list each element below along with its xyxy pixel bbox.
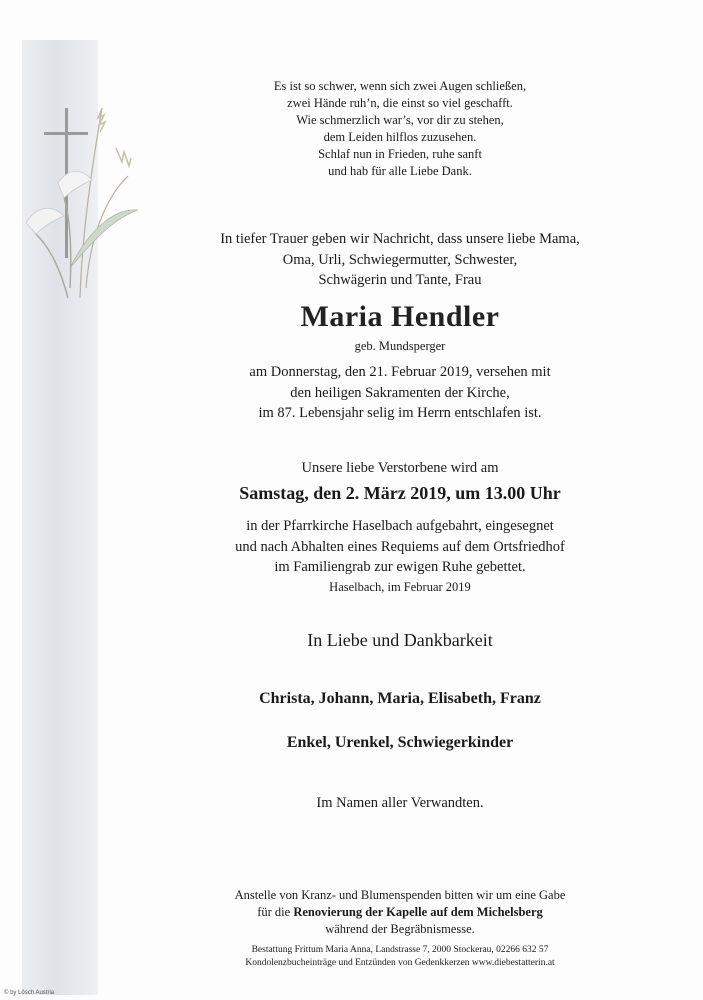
maiden-name: geb. Mundsperger bbox=[354, 339, 446, 353]
donation-prefix: für die bbox=[257, 905, 294, 919]
poem-line: und hab für alle Liebe Dank. bbox=[328, 164, 472, 178]
funeral-home-footer bbox=[110, 944, 690, 970]
family-names: Christa, Johann, Maria, Elisabeth, Franz bbox=[259, 690, 541, 707]
poem bbox=[110, 78, 690, 180]
donation-line: Anstelle von Kranz- und Blumenspenden bitten wir um eine Gabe bbox=[234, 888, 566, 902]
poem-line: zwei Hände ruh’n, die einst so viel geschafft. bbox=[287, 96, 513, 110]
intro-line: Schwägerin und Tante, Frau bbox=[318, 272, 482, 288]
closing-love: In Liebe und Dankbarkeit bbox=[307, 630, 493, 650]
donation-purpose: Renovierung der Kapelle auf dem Michelsberg bbox=[293, 905, 543, 919]
service-details-line: im Familiengrab zur ewigen Ruhe gebettet. bbox=[274, 559, 526, 575]
poem-line: dem Leiden hilflos zuzusehen. bbox=[323, 130, 477, 144]
donation-line: während der Begräbnismesse. bbox=[325, 922, 475, 936]
extended-family: Enkel, Urenkel, Schwiegerkinder bbox=[286, 734, 514, 751]
service-details bbox=[110, 516, 690, 578]
relatives-note: Im Namen aller Verwandten. bbox=[316, 795, 484, 811]
poem-line: Wie schmerzlich war’s, vor dir zu stehen, bbox=[296, 113, 504, 127]
death-notice-line: am Donnerstag, den 21. Februar 2019, versehen mit bbox=[249, 364, 551, 380]
service-intro: Unsere liebe Verstorbene wird am bbox=[301, 460, 499, 476]
poem-line: Es ist so schwer, wenn sich zwei Augen schließen, bbox=[273, 79, 527, 93]
copyright-note: © by Lösch Austria bbox=[4, 990, 55, 996]
announcement-intro bbox=[110, 229, 690, 291]
donation-line bbox=[110, 904, 690, 921]
service-details-line: in der Pfarrkirche Haselbach aufgebahrt, eingesegnet bbox=[246, 518, 554, 534]
place-and-date: Haselbach, im Februar 2019 bbox=[329, 580, 471, 594]
footer-line: Kondolenzbucheinträge und Entzünden von Gedenkkerzen www.diebestatterin.at bbox=[245, 958, 555, 968]
poem-line: Schlaf nun in Frieden, ruhe sanft bbox=[318, 147, 482, 161]
service-details-line: und nach Abhalten eines Requiems auf dem Ortsfriedhof bbox=[235, 538, 565, 555]
intro-line: Oma, Urli, Schwiegermutter, Schwester, bbox=[282, 251, 518, 268]
death-notice bbox=[110, 362, 690, 424]
footer-line: Bestattung Frittum Maria Anna, Landstrasse 7, 2000 Stockerau, 02266 632 57 bbox=[251, 945, 549, 955]
death-notice-line: den heiligen Sakramenten der Kirche, bbox=[290, 384, 510, 401]
deceased-name: Maria Hendler bbox=[300, 300, 500, 333]
service-date: Samstag, den 2. März 2019, um 13.00 Uhr bbox=[239, 483, 561, 503]
intro-line: In tiefer Trauer geben wir Nachricht, dass unsere liebe Mama, bbox=[220, 231, 580, 247]
donation-request bbox=[110, 887, 690, 938]
death-notice-line: im 87. Lebensjahr selig im Herrn entschlafen ist. bbox=[258, 405, 542, 421]
